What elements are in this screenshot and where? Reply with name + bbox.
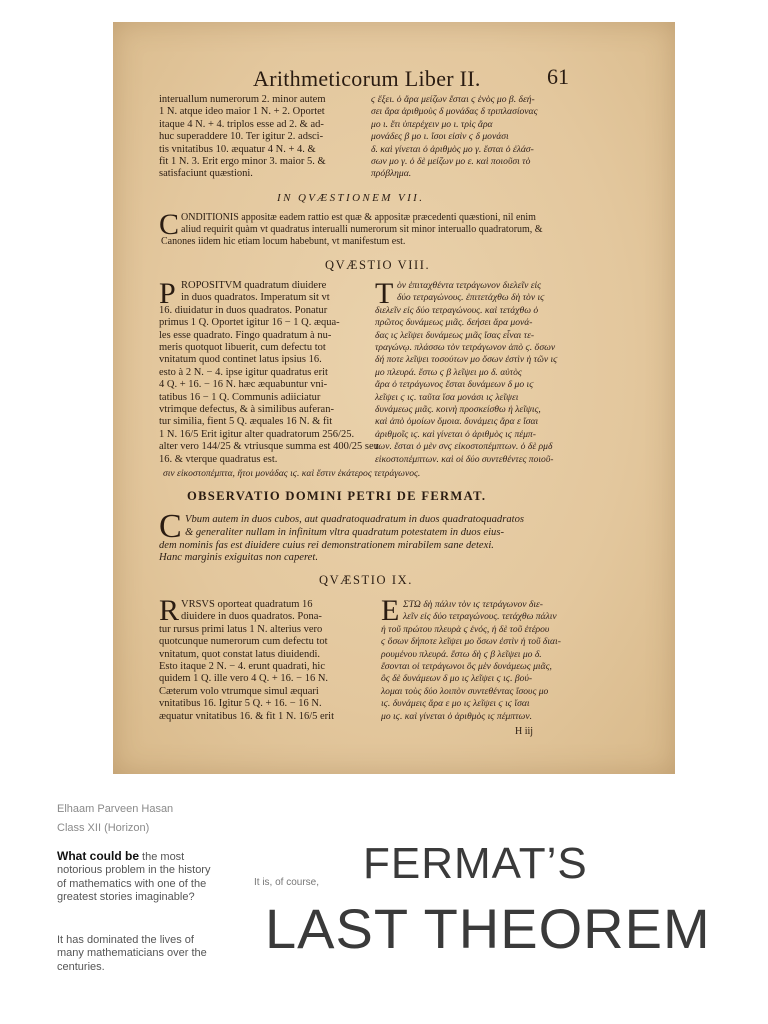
text-line: πρόβλημα. [371, 168, 412, 180]
text-line: vnitatum, quot constat latus diuidendi. [159, 648, 320, 660]
fermat-margin-note [159, 514, 525, 565]
text-line: VRSVS oporteat quadratum 16 [181, 599, 313, 610]
author-class: Class XII (Horizon) [57, 822, 150, 834]
text-line: les esse quadrato. Fingo quadratum à nu- [159, 329, 332, 341]
top-left-column [159, 94, 326, 181]
text-line: tur similia, fient 5 Q. æquales 16 N. & fit [159, 416, 333, 428]
title-line-2: LAST THEOREM [265, 897, 711, 960]
text-line: primus 1 Q. Oportet igitur 16 − 1 Q. æqua- [159, 317, 340, 329]
text-line: satisfaciunt quæstioni. [159, 168, 253, 180]
text-line: interuallum numerorum 2. minor autem [159, 94, 326, 105]
heading-observatio-fermat: OBSERVATIO DOMINI PETRI DE FERMAT. [187, 489, 487, 503]
text-line: tur rursus primi latus 1 N. alterius vero [159, 623, 323, 635]
drop-cap-e: E [381, 594, 400, 627]
text-line: æquatur vnitatibus 16. & fit 1 N. 16/5 erit [159, 710, 334, 722]
text-line: των. ἔσται ὁ μὲν σνϛ εἰκοστοπέμπτων. ὁ δὲ ρμδ [375, 441, 553, 453]
q8-greek-tail: σιν εἰκοστοπέμπτα, ἤτοι μονάδας ιϛ. καὶ ἔστιν ἑκάτερος τετράγωνος. [163, 468, 421, 479]
signature-mark: H iij [515, 726, 534, 737]
text-line: λεῖν εἰς δύο τετραγώνους. τετάχθω πάλιν [403, 611, 557, 623]
text-line: quotcunque numerorum cum defectu tot [159, 636, 328, 648]
text-line: σων μο γ. ὁ δὲ μείζων μο ε. καὶ ποιοῦσι τὸ [371, 156, 531, 168]
text-line: δ. καὶ γίνεται ὁ ἀριθμὸς μο γ. ἔσται ὁ ἐλάσ- [371, 143, 534, 155]
text-line: εἰκοστοπέμπτων. καὶ οἱ δύο συντεθέντες ποιοῦ- [375, 453, 554, 465]
text-line: ιϛ. δυνάμεις ἄρα ε μο ιϛ λεῖψει ϛ ιϛ ἴσαι [381, 698, 530, 710]
text-line: ϛ ἕξει. ὁ ἄρα μείζων ἔσται ϛ ἑνὸς μο β. δεή- [371, 94, 535, 105]
text-line: δας ιϛ λεῖψει δυνάμεως μιᾶς ἴσας εἶναι τε- [375, 329, 535, 341]
heading-quaestio-viii: QVÆSTIO VIII. [325, 258, 431, 272]
manuscript-page-image [113, 22, 675, 774]
text-line: καὶ ἀπὸ ὁμοίων ὅμοια. δυνάμεις ἄρα ε ἴσαι [375, 416, 539, 428]
text-line: tis vnitatibus 10. æquatur 4 N. + 4. & [159, 143, 316, 155]
text-line: μο ιϛ. καὶ γίνεται ὁ ἀριθμὸς ιϛ πέμπτων. [381, 710, 532, 722]
text-line: μο πλευρά. ἔστω ϛ β λεῖψει μο δ. αὐτὸς [375, 366, 522, 378]
text-line: ϛ ὅσων δήποτε λεῖψει μο ὅσων ἐστὶν ἡ τοῦ διαι- [381, 636, 561, 648]
intro-rest: the most notorious problem in the history of mathematics with one of the greatest stories imaginable? [57, 851, 211, 904]
drop-cap-p: P [159, 277, 176, 310]
text-line: vnitatum quod continet latus ipsius 16. [159, 354, 322, 366]
text-line: δύο τετραγώνους. ἐπιτετάχθω δὴ τὸν ιϛ [397, 292, 545, 304]
title-lead-text: It is, of course, [254, 877, 320, 888]
heading-in-quaestionem: IN QVÆSTIONEM VII. [277, 192, 425, 204]
text-line: Vbum autem in duos cubos, aut quadratoquadratum in duos quadratoquadratos [185, 514, 525, 525]
text-line: δή ποτε λεῖψει τοσούτων μο ὅσων ἐστὶν ἡ τῶν ιϛ [375, 354, 558, 366]
text-line: aliud requirit quàm vt quadratus interualli numerorum sit minor interuallo quadratorum, & [181, 224, 543, 236]
drop-cap-r: R [159, 594, 180, 627]
text-line: & generaliter nullam in infinitum vltra quadratum potestatem in duos eius- [185, 526, 504, 538]
text-line: 16. & vterque quadratus est. [159, 453, 278, 465]
q9-latin-column [159, 599, 334, 723]
running-title: Arithmeticorum Liber II. [253, 66, 481, 91]
author-name: Elhaam Parveen Hasan [57, 803, 174, 815]
text-line: dem nominis fas est diuidere cuius rei demonstrationem mirabilem sane detexi. [159, 539, 494, 551]
drop-cap-c: C [159, 208, 180, 241]
text-line: 1 N. atque ideo maior 1 N. + 2. Oportet [159, 106, 325, 118]
text-line: Cæterum volo vtrumque simul æquari [159, 685, 319, 697]
text-line: ἡ τοῦ πρώτου πλευρὰ ϛ ἑνός, ἡ δὲ τοῦ ἑτέρου [381, 623, 550, 635]
text-line: ἀριθμοῖς ιϛ. καὶ γίνεται ὁ ἀριθμὸς ιϛ πέμπ- [375, 428, 536, 440]
text-line: diuidere in duos quadratos. Pona- [181, 611, 322, 623]
text-line: ἔσονται οἱ τετράγωνοι ὃς μὲν δυνάμεως μιᾶς, [381, 661, 552, 673]
text-line: meris quotquot libuerit, cum defectu tot [159, 342, 326, 354]
text-line: τραγώνῳ. πλάσσω τὸν τετράγωνον ἀπὸ ϛ. ὅσων [375, 342, 556, 354]
text-line: διελεῖν εἰς δύο τετραγώνους. καὶ τετάχθω ὁ [375, 304, 539, 316]
text-line: σει ἄρα ἀριθμοὺς δ μονάδας δ τριπλασίονας [371, 106, 538, 118]
text-line: 1 N. 16/5 Erit igitur alter quadratorum 256/25. [159, 428, 355, 440]
text-line: huc superaddere 10. Ter igitur 2. adsci- [159, 131, 324, 143]
text-line: ΣΤΩ δὴ πάλιν τὸν ιϛ τετράγωνον διε- [403, 599, 544, 610]
q8-greek-column [375, 277, 558, 466]
text-line: 16. diuidatur in duos quadratos. Ponatur [159, 304, 328, 316]
text-line: itaque 4 N. + 4. triplos esse ad 2. & ad- [159, 118, 324, 130]
text-line: μο ι. ἔτι ὑπερέχειν μο ι. τρὶς ἄρα [371, 118, 493, 130]
text-line: μονάδες β μο ι. ἴσοι εἰσὶν ϛ δ μονάσι [371, 131, 509, 143]
intro-bold: What could be [57, 849, 139, 863]
text-line: ONDITIONIS appositæ eadem rattio est quæ & appositæ præcedenti quæstioni, nil enim [181, 212, 536, 223]
intro-second-paragraph: It has dominated the lives of many mathematicians over the centuries. [57, 934, 207, 973]
text-line: fit 1 N. 3. Erit ergo minor 3. maior 5. & [159, 156, 326, 168]
text-line: δυνάμεως μιᾶς. κοινὴ προσκείσθω ἡ λεῖψις, [375, 404, 541, 416]
text-line: Canones iidem hic etiam locum habebunt, vt manifestum est. [161, 236, 406, 248]
text-line: tatibus 16 − 1 Q. Communis adiiciatur [159, 391, 321, 403]
text-line: esto à 2 N. − 4. ipse igitur quadratus erit [159, 366, 328, 378]
text-line: vtrimque defectus, & à similibus auferan- [159, 404, 334, 416]
text-line: in duos quadratos. Imperatum sit vt [181, 292, 330, 304]
q8-latin-column [159, 277, 379, 466]
text-line: λεῖψει ϛ ιϛ. ταῦτα ἴσα μονάσι ιϛ λεῖψει [375, 391, 519, 403]
text-line: ὸν ἐπιταχθέντα τετράγωνον διελεῖν εἰς [397, 280, 542, 291]
text-line: quidem 1 Q. ille vero 4 Q. + 16. − 16 N. [159, 673, 329, 685]
text-line: vnitatibus 16. Igitur 5 Q. + 16. − 16 N. [159, 698, 322, 710]
text-line: ρουμένου πλευρά. ἔστω δὴ ϛ β λεῖψει μο δ. [381, 648, 542, 660]
intro-paragraph [57, 850, 217, 905]
text-line: alter vero 144/25 & vtriusque summa est 400/25 seu [159, 441, 379, 453]
text-line: λομαι τοὺς δύο λοιπὸν συντεθέντας ἴσους μο [381, 685, 549, 697]
text-line: Esto itaque 2 N. − 4. erunt quadrati, hic [159, 661, 326, 673]
q9-greek-column [381, 599, 561, 723]
drop-cap-t: T [375, 277, 394, 310]
drop-cap-c-observatio: C [159, 508, 182, 545]
text-line: 4 Q. + 16. − 16 N. hæc æquabuntur vni- [159, 379, 328, 391]
text-line: πρῶτος δυνάμεως μιᾶς. δεήσει ἄρα μονά- [375, 317, 533, 329]
top-right-greek-column [371, 94, 537, 181]
title-line-1: FERMAT’S [363, 839, 588, 888]
text-line: ἄρα ὁ τετράγωνος ἔσται δυνάμεων δ μο ιϛ [375, 379, 534, 391]
text-line: ROPOSITVM quadratum diuidere [181, 280, 327, 291]
page-number: 61 [547, 64, 569, 89]
conditionis-paragraph [161, 212, 543, 249]
heading-quaestio-ix: QVÆSTIO IX. [319, 573, 413, 587]
text-line: ὃς δὲ δυνάμεων δ μο ιϛ λεῖψει ϛ ιϛ. βού- [381, 673, 533, 685]
text-line: Hanc marginis exiguitas non caperet. [159, 552, 318, 564]
